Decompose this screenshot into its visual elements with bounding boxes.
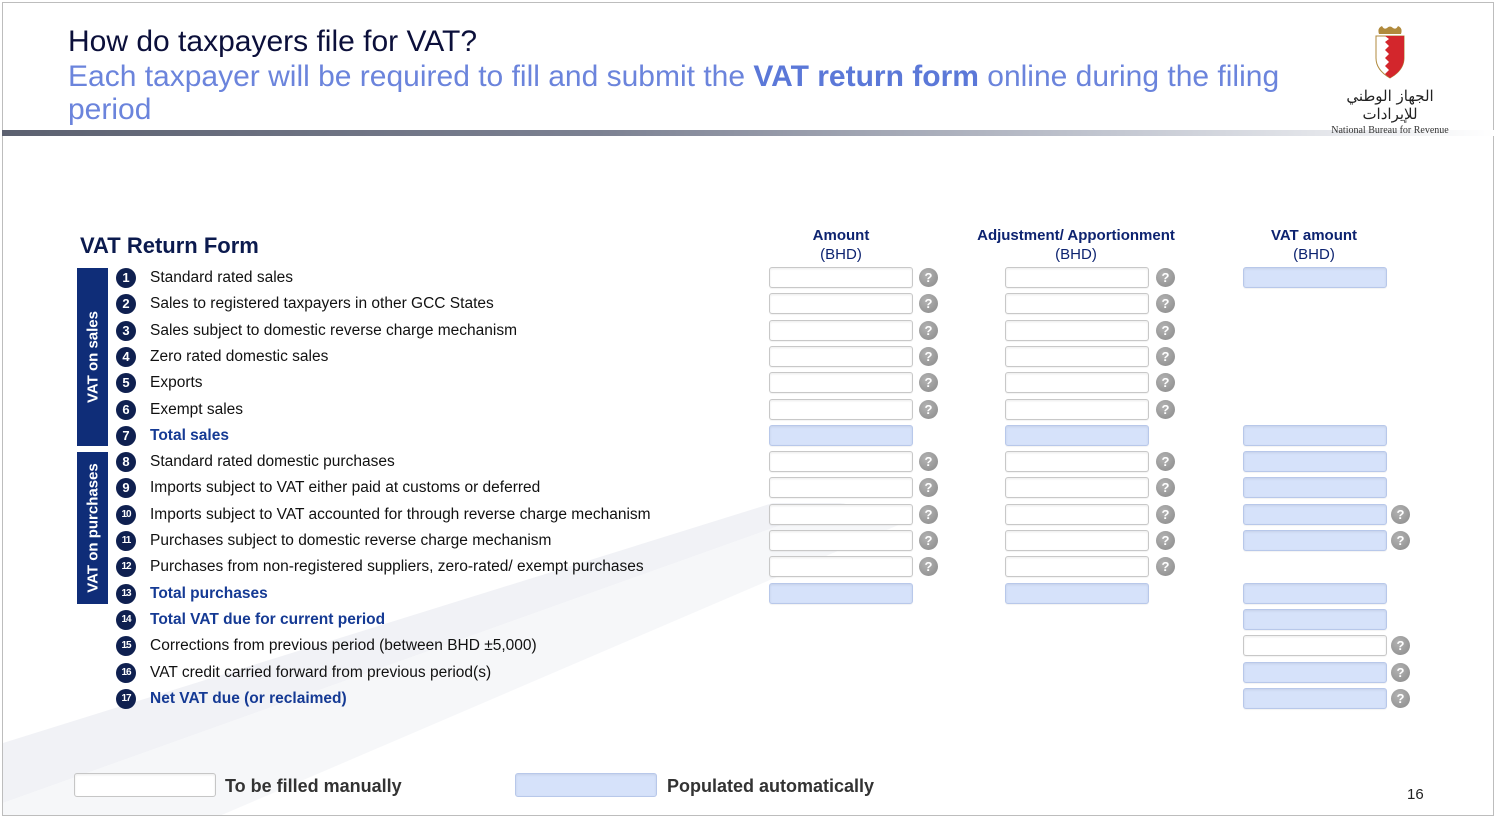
amount-field[interactable] [769, 556, 913, 577]
help-icon[interactable]: ? [1391, 689, 1410, 708]
row-label: Exports [150, 374, 203, 392]
help-icon[interactable]: ? [919, 268, 938, 287]
logo [1322, 24, 1458, 136]
row-label: Total sales [150, 426, 229, 444]
help-icon[interactable]: ? [1391, 505, 1410, 524]
row-label: VAT credit carried forward from previous period(s) [150, 663, 492, 681]
adjustment-field[interactable] [1005, 346, 1149, 367]
amount-field[interactable] [769, 267, 913, 288]
section-label-sales: VAT on sales [84, 311, 101, 403]
row-number-badge: 17 [116, 689, 136, 709]
help-icon[interactable]: ? [919, 373, 938, 392]
form-row [0, 661, 1500, 687]
help-icon[interactable]: ? [919, 400, 938, 419]
row-number-badge: 14 [116, 610, 136, 630]
form-row [0, 582, 1500, 608]
vat-amount-field [1243, 530, 1387, 551]
vat-amount-field [1243, 609, 1387, 630]
column-header-amount [770, 226, 912, 264]
row-label: Purchases from non-registered suppliers, zero-rated/ exempt purchases [150, 558, 644, 576]
form-row [0, 634, 1500, 660]
row-number-badge: 12 [116, 557, 136, 577]
vat-amount-field [1243, 451, 1387, 472]
legend-manual-swatch [74, 773, 216, 797]
row-label: Net VAT due (or reclaimed) [150, 689, 347, 707]
row-label: Imports subject to VAT accounted for through reverse charge mechanism [150, 505, 651, 523]
amount-field[interactable] [769, 399, 913, 420]
row-label: Total VAT due for current period [150, 610, 386, 628]
page-number: 16 [1407, 786, 1424, 803]
column-header-unit: (BHD) [820, 246, 862, 263]
adjustment-field[interactable] [1005, 556, 1149, 577]
adjustment-field[interactable] [1005, 293, 1149, 314]
adjustment-field [1005, 425, 1149, 446]
help-icon[interactable]: ? [1156, 268, 1175, 287]
page-title: How do taxpayers file for VAT? [68, 25, 478, 58]
help-icon[interactable]: ? [1156, 400, 1175, 419]
adjustment-field[interactable] [1005, 399, 1149, 420]
help-icon[interactable]: ? [1156, 557, 1175, 576]
row-number-badge: 3 [116, 321, 136, 341]
row-label: Standard rated sales [150, 269, 294, 286]
row-label: Purchases subject to domestic reverse charge mechanism [150, 532, 552, 549]
vat-amount-field [1243, 425, 1387, 446]
adjustment-field[interactable] [1005, 451, 1149, 472]
amount-field[interactable] [769, 530, 913, 551]
help-icon[interactable]: ? [1156, 347, 1175, 366]
form-row [0, 555, 1500, 581]
row-label: Imports subject to VAT either paid at customs or deferred [150, 479, 541, 497]
row-number-badge: 9 [116, 478, 136, 498]
adjustment-field[interactable] [1005, 320, 1149, 341]
help-icon[interactable]: ? [1391, 531, 1410, 550]
column-header-vat-amount [1243, 226, 1385, 264]
row-label: Sales to registered taxpayers in other GCC States [150, 295, 494, 313]
help-icon[interactable]: ? [1156, 452, 1175, 471]
subtitle-text-bold: VAT return form [753, 60, 979, 93]
row-number-badge: 5 [116, 373, 136, 393]
form-row [0, 398, 1500, 424]
form-row [0, 687, 1500, 713]
help-icon[interactable]: ? [919, 452, 938, 471]
help-icon[interactable]: ? [919, 557, 938, 576]
help-icon[interactable]: ? [1391, 663, 1410, 682]
help-icon[interactable]: ? [1156, 294, 1175, 313]
legend-auto-swatch [515, 773, 657, 797]
form-row [0, 345, 1500, 371]
column-header-name: VAT amount [1270, 227, 1358, 244]
amount-field[interactable] [769, 293, 913, 314]
form-row [0, 529, 1500, 555]
logo-arabic-text: الجهاز الوطني للإيرادات [1346, 87, 1434, 123]
row-label: Total purchases [150, 584, 268, 602]
page-subtitle [68, 60, 1298, 126]
row-number-badge: 6 [116, 400, 136, 420]
emblem-icon [1371, 24, 1409, 80]
form-row [0, 450, 1500, 476]
legend-auto-label: Populated automatically [667, 776, 875, 796]
vat-amount-field [1243, 583, 1387, 604]
help-icon[interactable]: ? [1156, 531, 1175, 550]
help-icon[interactable]: ? [1391, 636, 1410, 655]
help-icon[interactable]: ? [1156, 505, 1175, 524]
amount-field [769, 583, 913, 604]
form-title: VAT Return Form [80, 233, 259, 258]
row-label: Sales subject to domestic reverse charge mechanism [150, 321, 517, 339]
column-header-unit: (BHD) [1055, 246, 1097, 263]
subtitle-text-start: Each taxpayer will be required to fill and submit the [68, 60, 754, 93]
row-number-badge: 13 [116, 584, 136, 604]
form-row [0, 608, 1500, 634]
help-icon[interactable]: ? [919, 321, 938, 340]
amount-field[interactable] [769, 451, 913, 472]
help-icon[interactable]: ? [919, 478, 938, 497]
column-header-unit: (BHD) [1293, 246, 1335, 263]
column-header-adjustment [960, 226, 1192, 264]
adjustment-field[interactable] [1005, 372, 1149, 393]
help-icon[interactable]: ? [1156, 321, 1175, 340]
row-number-badge: 11 [116, 531, 136, 551]
header-rule [2, 130, 1494, 136]
vat-amount-field [1243, 504, 1387, 525]
amount-field [769, 425, 913, 446]
adjustment-field [1005, 583, 1149, 604]
amount-field[interactable] [769, 320, 913, 341]
row-label: Corrections from previous period (between BHD ±5,000) [150, 637, 537, 655]
adjustment-field[interactable] [1005, 530, 1149, 551]
form-row [0, 503, 1500, 529]
row-number-badge: 1 [116, 268, 136, 288]
row-number-badge: 4 [116, 347, 136, 367]
amount-field[interactable] [769, 346, 913, 367]
legend-manual-label: To be filled manually [225, 776, 402, 796]
help-icon[interactable]: ? [919, 505, 938, 524]
row-number-badge: 8 [116, 452, 136, 472]
row-label: Standard rated domestic purchases [150, 453, 395, 471]
vat-amount-field [1243, 688, 1387, 709]
row-number-badge: 16 [116, 663, 136, 683]
form-row [0, 266, 1500, 292]
vat-amount-field [1243, 267, 1387, 288]
row-number-badge: 10 [116, 505, 136, 525]
adjustment-field[interactable] [1005, 267, 1149, 288]
form-row [0, 476, 1500, 502]
amount-field[interactable] [769, 504, 913, 525]
vat-amount-field[interactable] [1243, 635, 1387, 656]
row-label: Zero rated domestic sales [150, 347, 329, 365]
column-header-name: Amount [812, 227, 870, 244]
form-row [0, 371, 1500, 397]
vat-amount-field [1243, 477, 1387, 498]
help-icon[interactable]: ? [1156, 478, 1175, 497]
logo-english-text: National Bureau for Revenue [1331, 125, 1449, 136]
amount-field[interactable] [769, 477, 913, 498]
column-header-name: Adjustment/ Apportionment [977, 227, 1175, 244]
form-row [0, 424, 1500, 450]
help-icon[interactable]: ? [1156, 373, 1175, 392]
row-number-badge: 7 [116, 426, 136, 446]
row-number-badge: 15 [116, 636, 136, 656]
amount-field[interactable] [769, 372, 913, 393]
form-row [0, 292, 1500, 318]
subtitle-text-end: online during the filing period [68, 60, 1280, 126]
form-row [0, 319, 1500, 345]
adjustment-field[interactable] [1005, 504, 1149, 525]
adjustment-field[interactable] [1005, 477, 1149, 498]
help-icon[interactable]: ? [919, 294, 938, 313]
row-number-badge: 2 [116, 294, 136, 314]
vat-amount-field [1243, 662, 1387, 683]
help-icon[interactable]: ? [919, 531, 938, 550]
section-label-purchases: VAT on purchases [84, 463, 101, 593]
row-label: Exempt sales [150, 400, 244, 418]
help-icon[interactable]: ? [919, 347, 938, 366]
